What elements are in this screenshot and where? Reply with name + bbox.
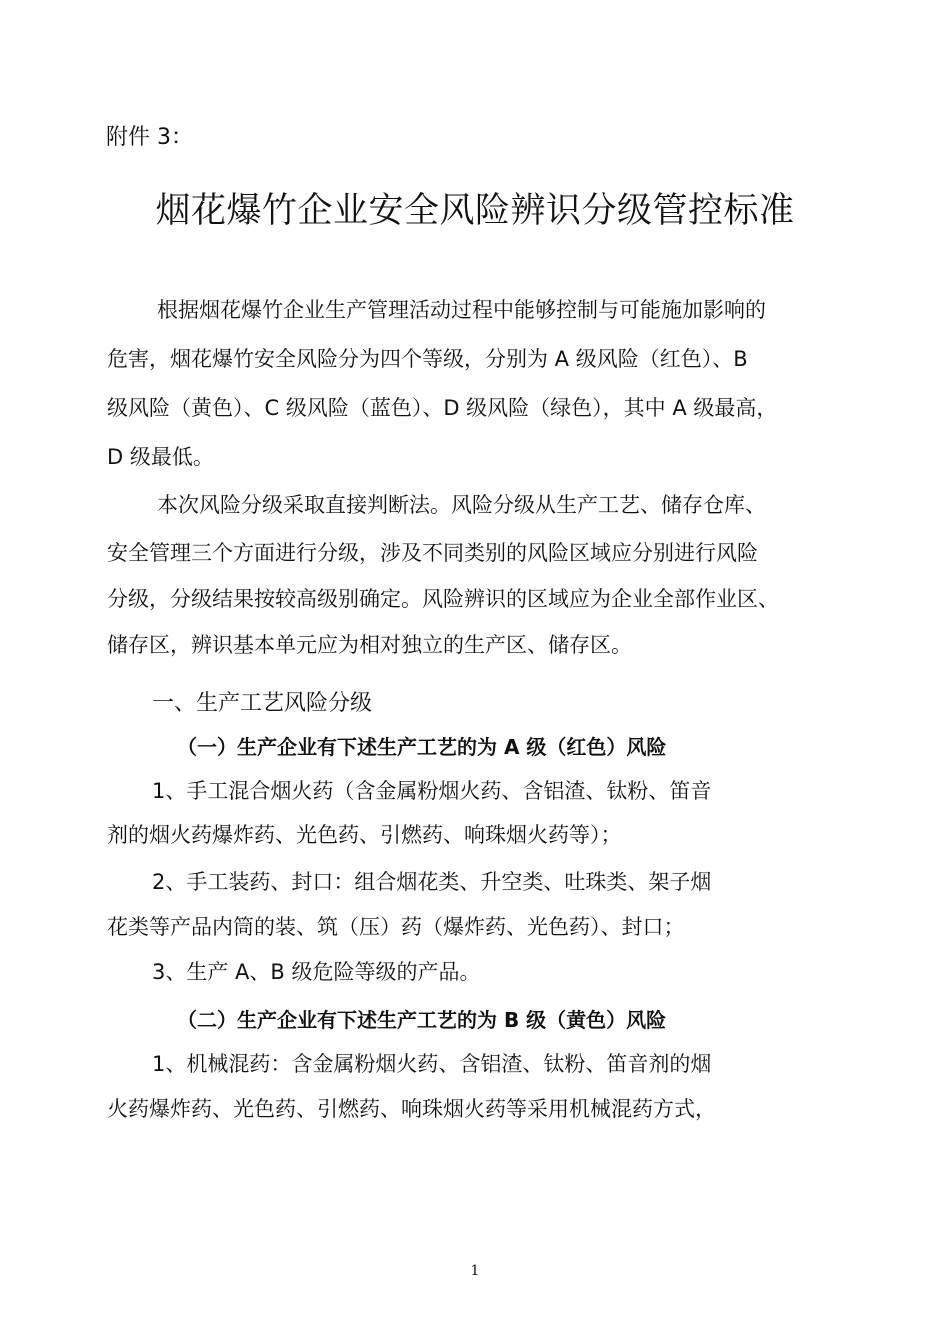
- method-line-2: 安全管理三个方面进行分级，涉及不同类别的风险区域应分别进行风险: [107, 541, 758, 565]
- method-line-1: 本次风险分级采取直接判断法。风险分级从生产工艺、储存仓库、: [157, 493, 766, 517]
- method-line-4: 储存区，辨识基本单元应为相对独立的生产区、储存区。: [107, 633, 632, 657]
- intro-line-1: 根据烟花爆竹企业生产管理活动过程中能够控制与可能施加影响的: [157, 298, 766, 322]
- method-line-3: 分级，分级结果按较高级别确定。风险辨识的区域应为企业全部作业区、: [107, 587, 779, 611]
- b-item-1-line-2: 火药爆炸药、光色药、引燃药、响珠烟火药等采用机械混药方式，: [107, 1097, 716, 1121]
- intro-line-3: 级风险（黄色）、C 级风险（蓝色）、D 级风险（绿色），其中 A 级最高，: [107, 396, 778, 420]
- b-item-1-line-1: 1、机械混药：含金属粉烟火药、含铝渣、钛粉、笛音剂的烟: [152, 1052, 712, 1076]
- attachment-label: 附件 3：: [106, 125, 193, 150]
- a-item-3: 3、生产 A、B 级危险等级的产品。: [152, 960, 481, 984]
- a-item-1-line-2: 剂的烟火药爆炸药、光色药、引燃药、响珠烟火药等）；: [107, 823, 622, 847]
- a-item-2-line-2: 花类等产品内筒的装、筑（压）药（爆炸药、光色药）、封口；: [107, 915, 685, 939]
- page-number: 1: [470, 1263, 480, 1279]
- a-item-2-line-1: 2、手工装药、封口：组合烟花类、升空类、吐珠类、架子烟: [152, 870, 712, 894]
- subsection-heading-a-level: （一）生产企业有下述生产工艺的为 A 级（红色）风险: [177, 735, 667, 759]
- subsection-heading-b-level: （二）生产企业有下述生产工艺的为 B 级（黄色）风险: [177, 1008, 667, 1032]
- document-title: 烟花爆竹企业安全风险辨识分级管控标准: [155, 191, 795, 231]
- a-item-1-line-1: 1、手工混合烟火药（含金属粉烟火药、含铝渣、钛粉、笛音: [152, 779, 712, 803]
- section-heading-production: 一、生产工艺风险分级: [152, 691, 373, 716]
- intro-line-2: 危害，烟花爆竹安全风险分为四个等级，分别为 A 级风险（红色）、B: [107, 347, 748, 371]
- intro-line-4: D 级最低。: [107, 445, 214, 469]
